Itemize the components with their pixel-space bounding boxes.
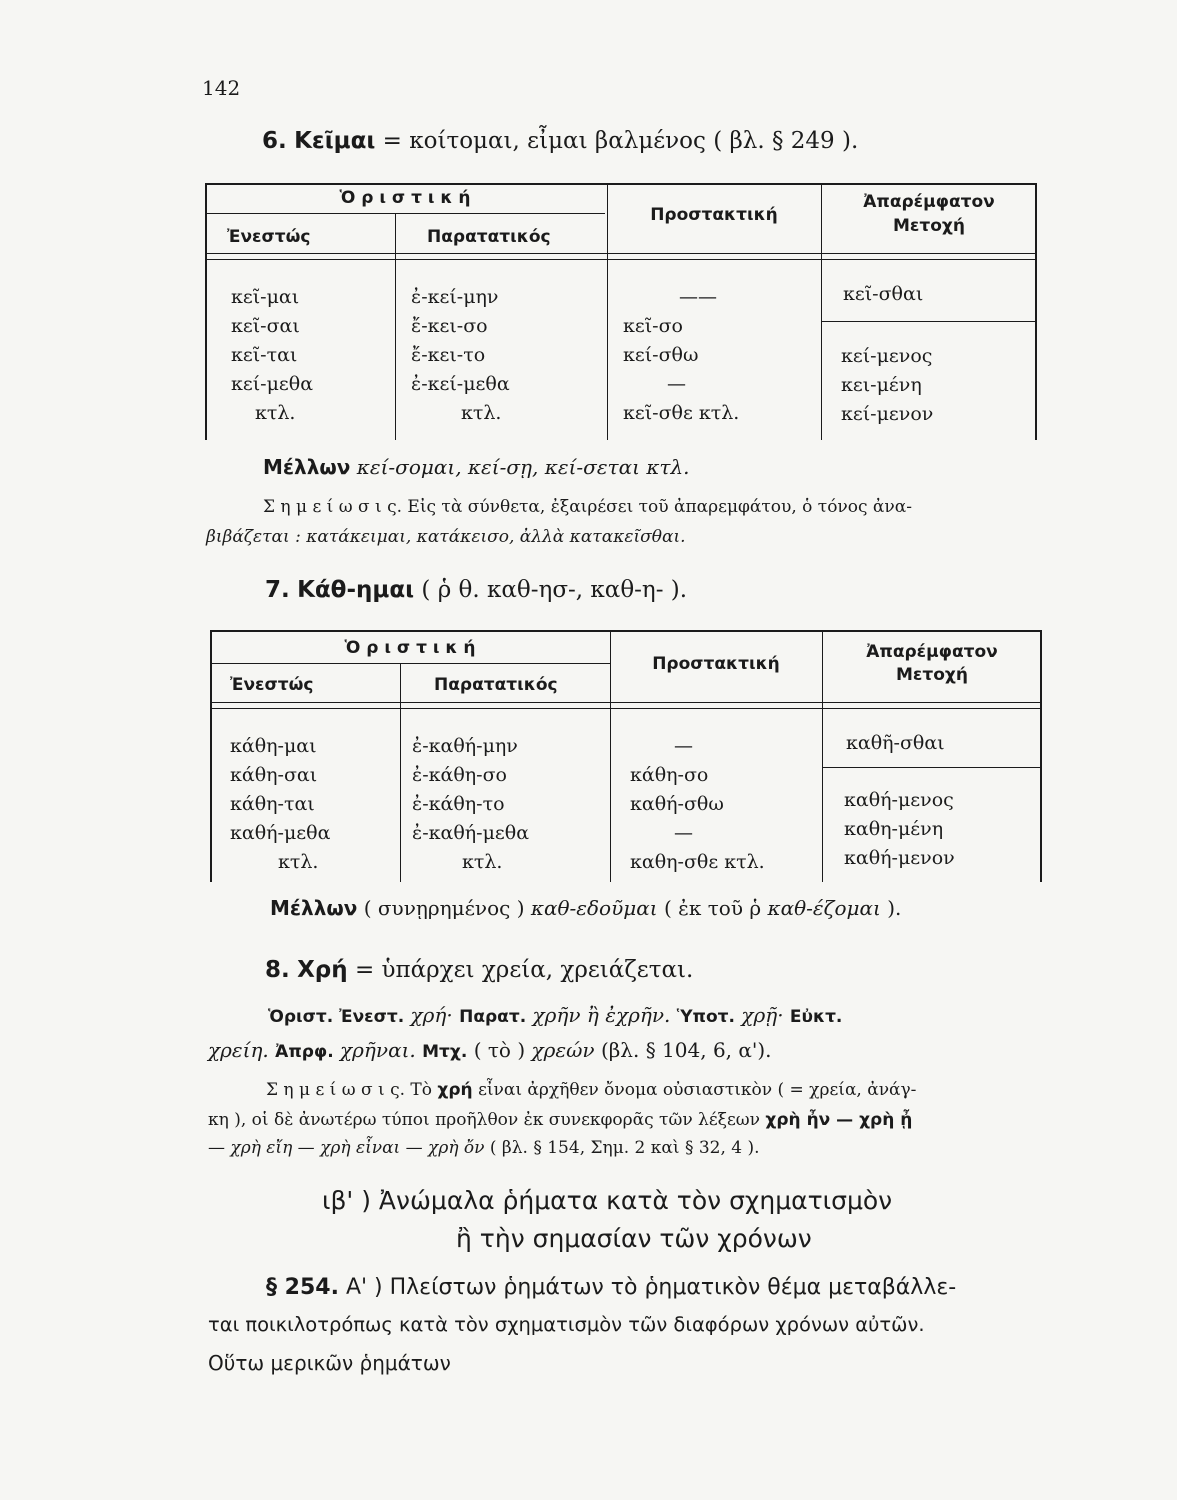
form-enestos: καθή-μεθα [230, 822, 331, 844]
form-prostaktiki: — [667, 373, 686, 395]
chapter-heading-line-1: ιβ' ) Ἀνώμαλα ῥήματα κατὰ τὸν σχηματισμὸν [322, 1186, 893, 1215]
note-text: εἶναι ἀρχῆθεν ὄνομα οὐσιαστικὸν ( = χρεία, ἀνάγ- [478, 1080, 917, 1100]
form: χρῆν ἢ ἐχρῆν. [532, 1003, 671, 1027]
form-prostaktiki: καθή-σθω [630, 793, 724, 815]
form: χρείη. [208, 1038, 269, 1062]
note-label: Σ η μ ε ί ω σ ι ς. [266, 1080, 406, 1100]
form-paratatikos: ἐ-κεί-μην [411, 286, 499, 308]
column-prostaktiki [630, 732, 765, 877]
conjugation-table-keimai [205, 183, 1037, 440]
label-imperfect: Παρατ. [459, 1007, 527, 1027]
header-prostaktiki: Προστακτική [652, 654, 780, 674]
future-forms: κεί-σομαι, κεί-σῃ, κεί-σεται κτλ. [356, 455, 690, 479]
cross-reference: (βλ. § 104, 6, α'). [600, 1038, 772, 1062]
label-infinitive: Ἀπρφ. [275, 1042, 334, 1062]
section-8-note-line-1 [266, 1080, 916, 1100]
future-note: ( συνῃρημένος ) [363, 896, 525, 920]
section-8-note-line-2 [208, 1110, 912, 1130]
section-6-note-line-2: βιβάζεται : κατάκειμαι, κατάκεισο, ἀλλὰ κατακεῖσθαι. [206, 527, 686, 547]
participle-form: καθή-μενος [844, 789, 954, 811]
future-label: Μέλλων [263, 455, 351, 479]
article: ( τὸ ) [473, 1038, 526, 1062]
chapter-heading-line-2: ἢ τὴν σημασίαν τῶν χρόνων [456, 1224, 812, 1253]
form-paratatikos: κτλ. [462, 851, 503, 873]
header-paratatikos: Παρατατικός [434, 675, 558, 695]
section-8-forms-line-2 [208, 1038, 772, 1062]
column-paratatikos [411, 283, 510, 428]
form-enestos: κάθη-σαι [230, 764, 318, 786]
participle-form: κεί-μενος [841, 345, 933, 367]
section-6-gloss: = κοίτομαι, εἶμαι βαλμένος ( βλ. § 249 ). [382, 128, 859, 154]
participle-form: κει-μένη [841, 374, 922, 396]
note-label: Σ η μ ε ί ω σ ι ς. [263, 497, 403, 517]
infinitive-form: κεῖ-σθαι [843, 283, 924, 305]
label-subjunctive: Ὑποτ. [676, 1007, 735, 1027]
section-8-heading [265, 957, 693, 983]
paragraph-254-line-3: Οὕτω μερικῶν ῥημάτων [208, 1351, 451, 1375]
header-metochi: Μετοχή [896, 665, 968, 685]
header-aparemfaton: Ἀπαρέμφατον [863, 192, 995, 212]
future-source: ( ἐκ τοῦ ῥ [663, 896, 762, 920]
form-enestos: κάθη-μαι [230, 735, 317, 757]
form-paratatikos: κτλ. [461, 402, 502, 424]
form-paratatikos: ἔ-κει-το [411, 344, 486, 366]
note-text: Τὸ [410, 1080, 432, 1100]
form-enestos: κεί-μεθα [231, 373, 314, 395]
section-8-note-line-3 [208, 1138, 760, 1158]
label-indicative-present: Ὁριστ. Ἐνεστ. [268, 1007, 405, 1027]
form-prostaktiki: —— [679, 286, 717, 308]
header-paratatikos: Παρατατικός [427, 227, 551, 247]
participle-form: καθή-μενον [844, 847, 955, 869]
section-6-heading [262, 128, 858, 154]
future-end: ). [887, 896, 902, 920]
section-6-verb: Κεῖμαι [294, 128, 376, 154]
form-paratatikos: ἐ-καθή-μεθα [412, 822, 530, 844]
note-keyword: χρή [437, 1080, 473, 1100]
form-prostaktiki: κεῖ-σο [623, 315, 683, 337]
form-enestos: κτλ. [278, 851, 319, 873]
paragraph-254-line-1 [266, 1275, 956, 1300]
note-text: Εἰς τὰ σύνθετα, ἐξαιρέσει τοῦ ἀπαρεμφάτου, ὁ τόνος ἀνα- [407, 497, 912, 517]
header-oristiki: Ὁ ρ ι σ τ ι κ ή [344, 638, 476, 658]
section-8-forms-line-1 [268, 1003, 842, 1027]
header-enestos: Ἐνεστώς [227, 227, 311, 247]
infinitive-form: καθῆ-σθαι [846, 732, 945, 754]
future-form: καθ-εδοῦμαι [530, 896, 658, 920]
label-participle: Μτχ. [422, 1042, 468, 1062]
note-text: — χρὴ εἴη — χρὴ εἶναι — χρὴ ὄν [208, 1138, 485, 1158]
section-7-verb: Κάθ-ημαι [297, 577, 415, 603]
paragraph-text: Α' ) Πλείστων ῥημάτων τὸ ῥηματικὸν θέμα μεταβάλλε- [345, 1275, 957, 1300]
form-prostaktiki: — [674, 735, 693, 757]
form-prostaktiki: κεῖ-σθε κτλ. [623, 402, 740, 424]
participle-form: καθη-μένη [844, 818, 944, 840]
participle-form: κεί-μενον [841, 403, 934, 425]
form-prostaktiki: — [674, 822, 693, 844]
note-keyword: χρὴ ἦν — χρὴ ᾖ [765, 1110, 913, 1130]
header-aparemfaton: Ἀπαρέμφατον [866, 642, 998, 662]
form-prostaktiki: καθη-σθε κτλ. [630, 851, 765, 873]
column-participles [844, 786, 955, 873]
section-8-verb: Χρή [297, 957, 348, 983]
column-participles [841, 342, 933, 429]
form: χρεών [531, 1038, 595, 1062]
header-enestos: Ἐνεστώς [230, 675, 314, 695]
note-reference: ( βλ. § 154, Σημ. 2 καὶ § 32, 4 ). [489, 1138, 760, 1158]
form-enestos: κάθη-ται [230, 793, 315, 815]
form-paratatikos: ἐ-κεί-μεθα [411, 373, 510, 395]
form-enestos: κεῖ-σαι [231, 315, 300, 337]
form-enestos: κεῖ-μαι [231, 286, 300, 308]
form-paratatikos: ἐ-καθή-μην [412, 735, 518, 757]
section-6-number: 6. [262, 128, 287, 154]
column-paratatikos [412, 732, 529, 877]
form-prostaktiki: κάθη-σο [630, 764, 709, 786]
column-enestos [230, 732, 330, 877]
section-7-gloss: ( ῥ θ. καθ-ησ-, καθ-η- ). [421, 577, 688, 603]
form-paratatikos: ἐ-κάθη-το [412, 793, 505, 815]
header-oristiki: Ὁ ρ ι σ τ ι κ ή [339, 188, 471, 208]
column-prostaktiki [623, 283, 803, 428]
form-enestos: κεῖ-ται [231, 344, 298, 366]
note-text: κη ), οἱ δὲ ἀνωτέρω τύποι προῆλθον ἐκ συνεκφορᾶς τῶν λέξεων [208, 1110, 761, 1130]
form: χρή· [410, 1003, 453, 1027]
conjugation-table-kathemai [210, 630, 1042, 882]
future-source-form: καθ-έζομαι [767, 896, 881, 920]
column-enestos [231, 283, 313, 428]
form-enestos: κτλ. [255, 402, 296, 424]
section-6-note-line-1 [263, 497, 912, 517]
header-prostaktiki: Προστακτική [650, 205, 778, 225]
page-number: 142 [202, 76, 241, 100]
paragraph-number: § 254. [266, 1275, 339, 1300]
form-paratatikos: ἔ-κει-σο [411, 315, 488, 337]
section-8-number: 8. [265, 957, 290, 983]
label-optative: Εὐκτ. [789, 1007, 843, 1027]
section-7-heading [265, 577, 687, 603]
paragraph-254-line-2: ται ποικιλοτρόπως κατὰ τὸν σχηματισμὸν τῶν διαφόρων χρόνων αὐτῶν. [208, 1313, 925, 1336]
future-label: Μέλλων [270, 896, 358, 920]
form-paratatikos: ἐ-κάθη-σο [412, 764, 507, 786]
form-prostaktiki: κεί-σθω [623, 344, 699, 366]
form: χρῆναι. [340, 1038, 416, 1062]
section-8-gloss: = ὑπάρχει χρεία, χρειάζεται. [354, 957, 694, 983]
section-7-number: 7. [265, 577, 290, 603]
form: χρῇ· [741, 1003, 784, 1027]
section-7-future [270, 896, 901, 920]
section-6-future [263, 455, 690, 479]
header-metochi: Μετοχή [893, 216, 965, 236]
